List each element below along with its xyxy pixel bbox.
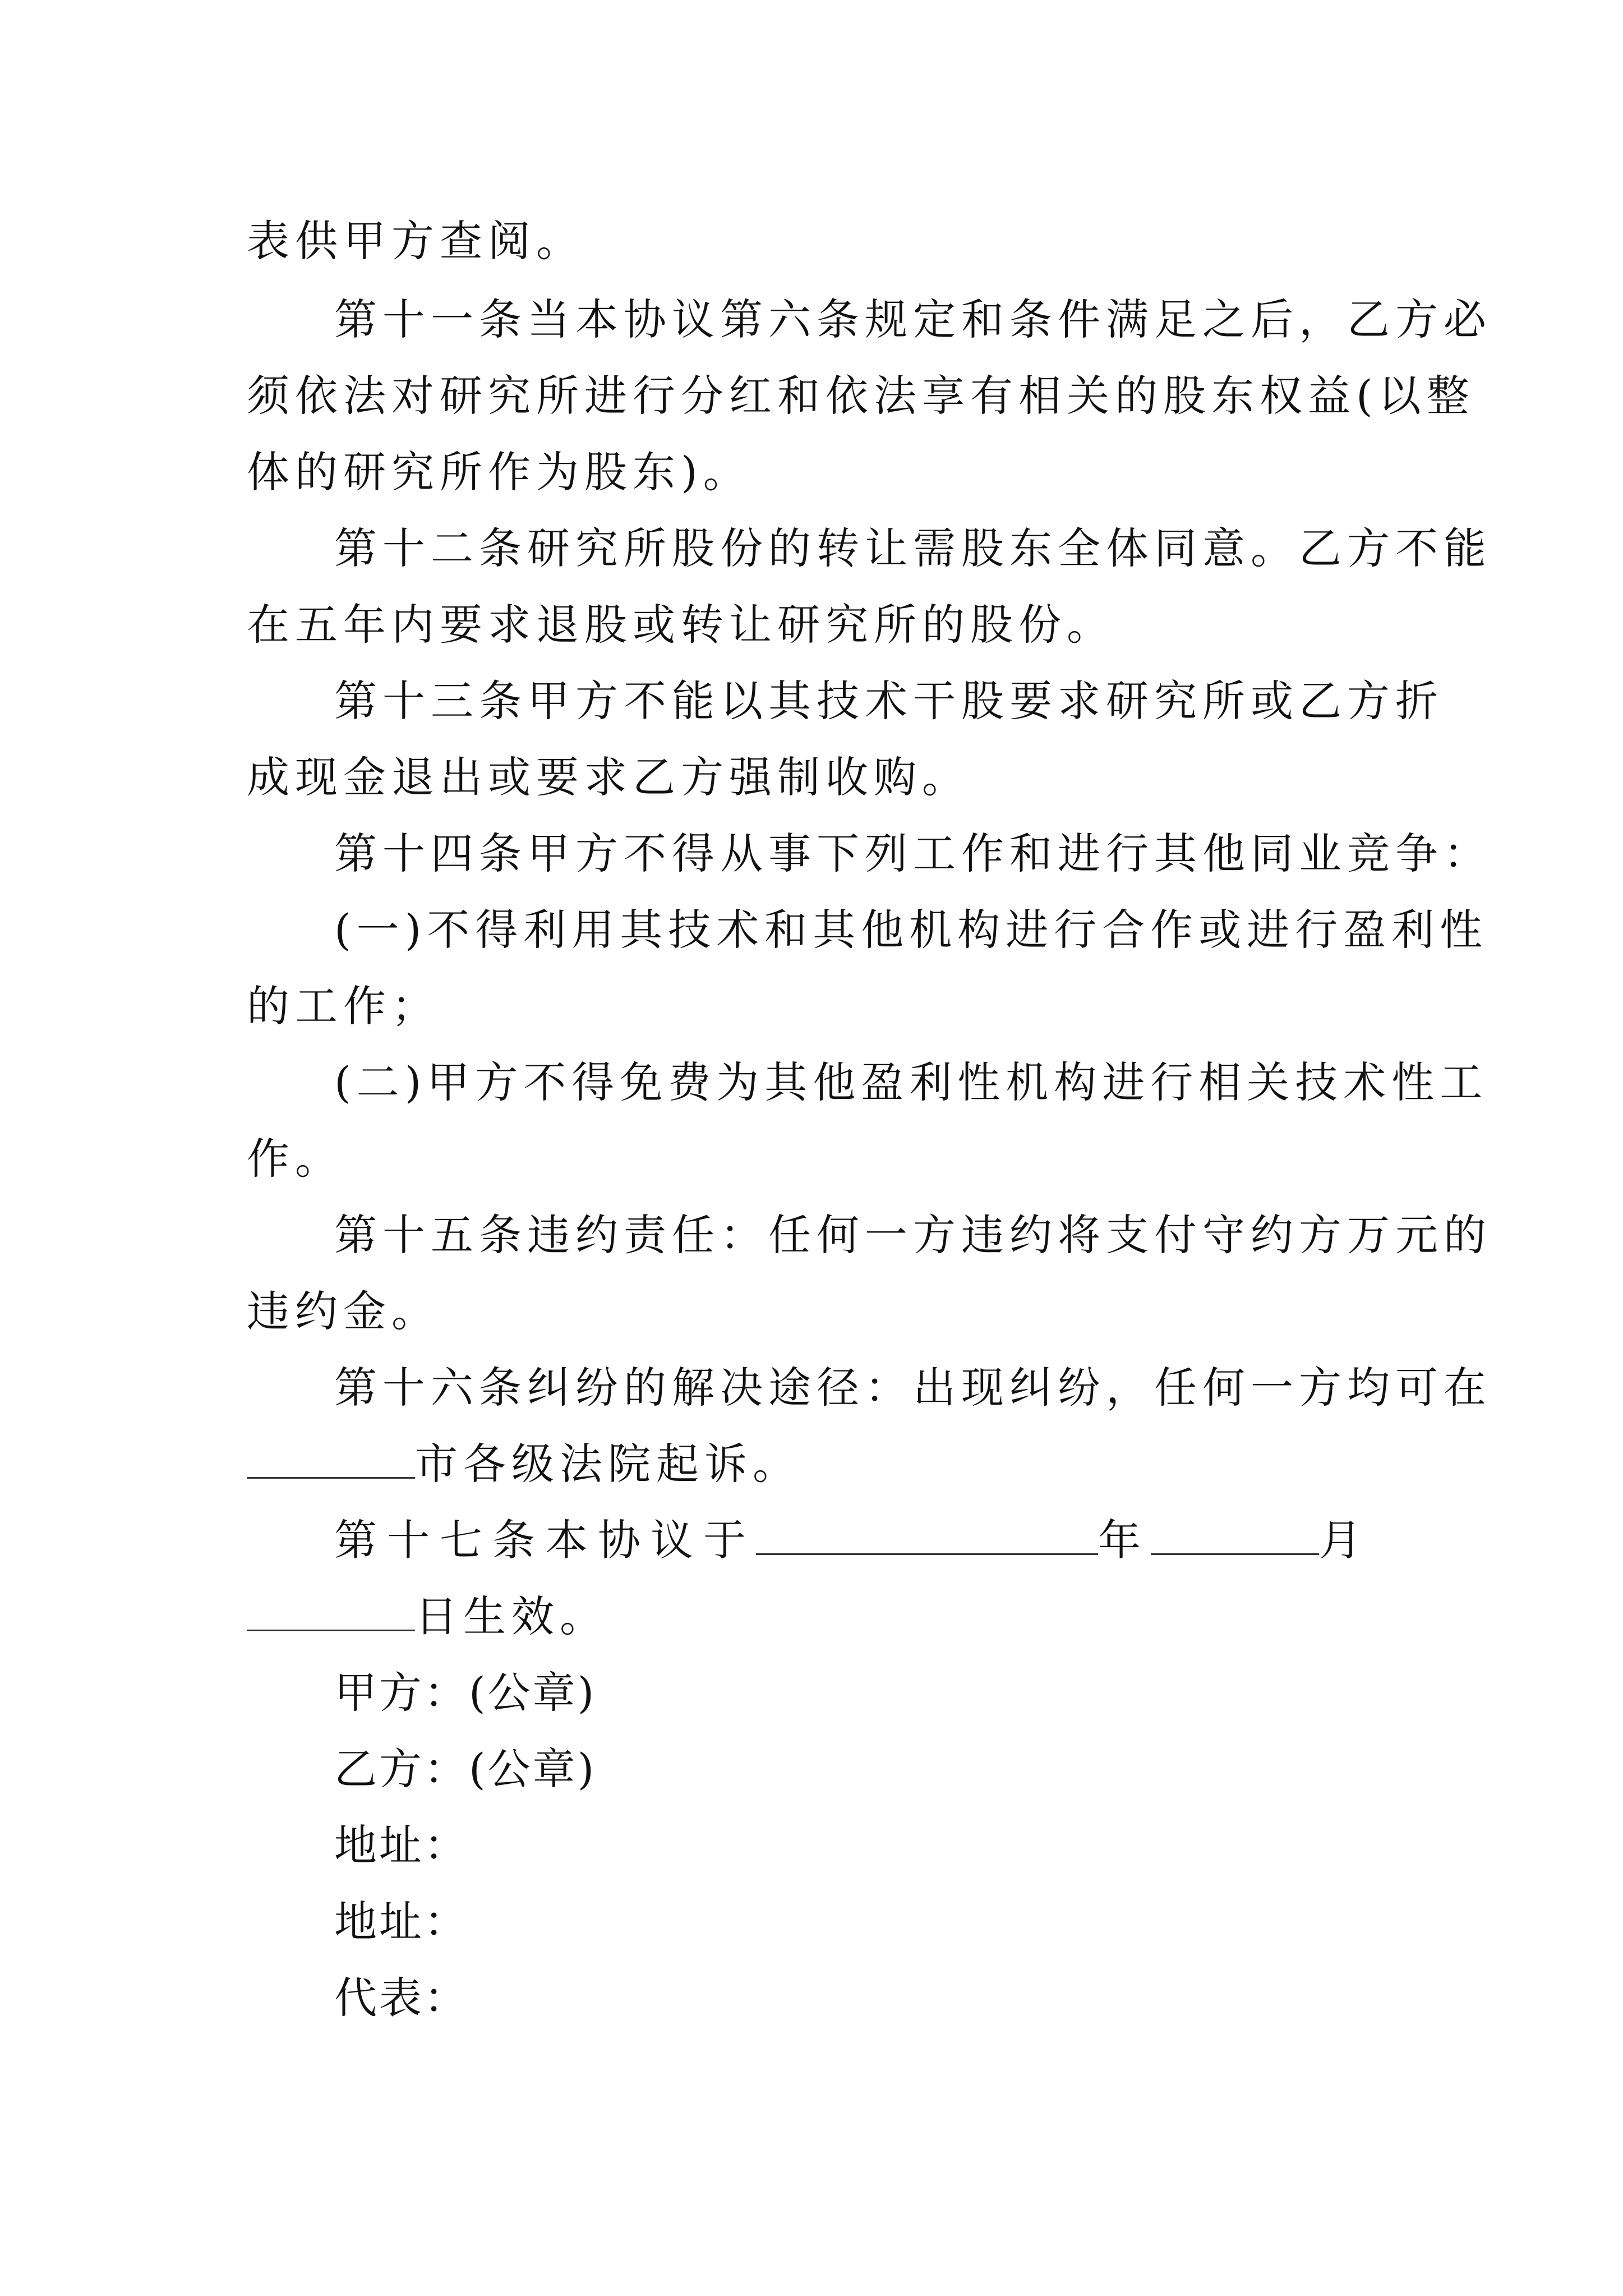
- article-13-line-1: 第十三条甲方不能以其技术干股要求研究所或乙方折: [334, 676, 1444, 726]
- article-14-item-2-line-2: 作。: [247, 1134, 343, 1184]
- representative-label: 代表：: [334, 1973, 469, 2023]
- effective-prefix: 第十七条本协议于: [334, 1515, 756, 1565]
- article-17-line-1: [334, 1512, 1478, 1568]
- article-12-line-2: 在五年内要求退股或转让研究所的股份。: [247, 600, 1115, 650]
- article-14-line-1: 第十四条甲方不得从事下列工作和进行其他同业竞争：: [334, 829, 1492, 878]
- party-a-seal: 甲方：(公章): [334, 1668, 597, 1718]
- party-b-seal: 乙方：(公章): [334, 1744, 597, 1794]
- article-11-line-1: 第十一条当本协议第六条规定和条件满足之后，乙方必: [334, 295, 1492, 344]
- article-14-item-1-line-1: (一)不得利用其技术和其他机构进行合作或进行盈利性: [334, 905, 1488, 955]
- article-14-item-1-line-2: 的工作；: [247, 981, 440, 1031]
- address-label-1: 地址：: [334, 1820, 469, 1870]
- text-line: 表供甲方查阅。: [247, 216, 584, 266]
- year-label: 年: [1098, 1515, 1151, 1565]
- article-16-line-1: 第十六条纠纷的解决途径：出现纠纷，任何一方均可在: [334, 1363, 1492, 1412]
- article-16-line-2: [247, 1436, 1391, 1492]
- year-blank[interactable]: [756, 1519, 1098, 1555]
- day-suffix: 日生效。: [415, 1591, 608, 1641]
- article-14-item-2-line-1: (二)甲方不得免费为其他盈利性机构进行相关技术性工: [334, 1057, 1488, 1107]
- article-11-line-3: 体的研究所作为股东)。: [247, 447, 751, 497]
- address-label-2: 地址：: [334, 1897, 469, 1947]
- article-15-line-2: 违约金。: [247, 1286, 440, 1336]
- court-text: 市各级法院起诉。: [415, 1439, 801, 1489]
- city-blank[interactable]: [247, 1442, 415, 1479]
- article-15-line-1: 第十五条违约责任：任何一方违约将支付守约方万元的: [334, 1210, 1492, 1260]
- month-label: 月: [1319, 1515, 1372, 1565]
- article-13-line-2: 成现金退出或要求乙方强制收购。: [247, 752, 970, 802]
- day-blank[interactable]: [247, 1595, 415, 1631]
- month-blank[interactable]: [1151, 1519, 1319, 1555]
- article-12-line-1: 第十二条研究所股份的转让需股东全体同意。乙方不能: [334, 523, 1492, 573]
- article-17-line-2: [247, 1589, 1391, 1645]
- article-11-line-2: 须依法对研究所进行分红和依法享有相关的股东权益(以整: [247, 371, 1475, 421]
